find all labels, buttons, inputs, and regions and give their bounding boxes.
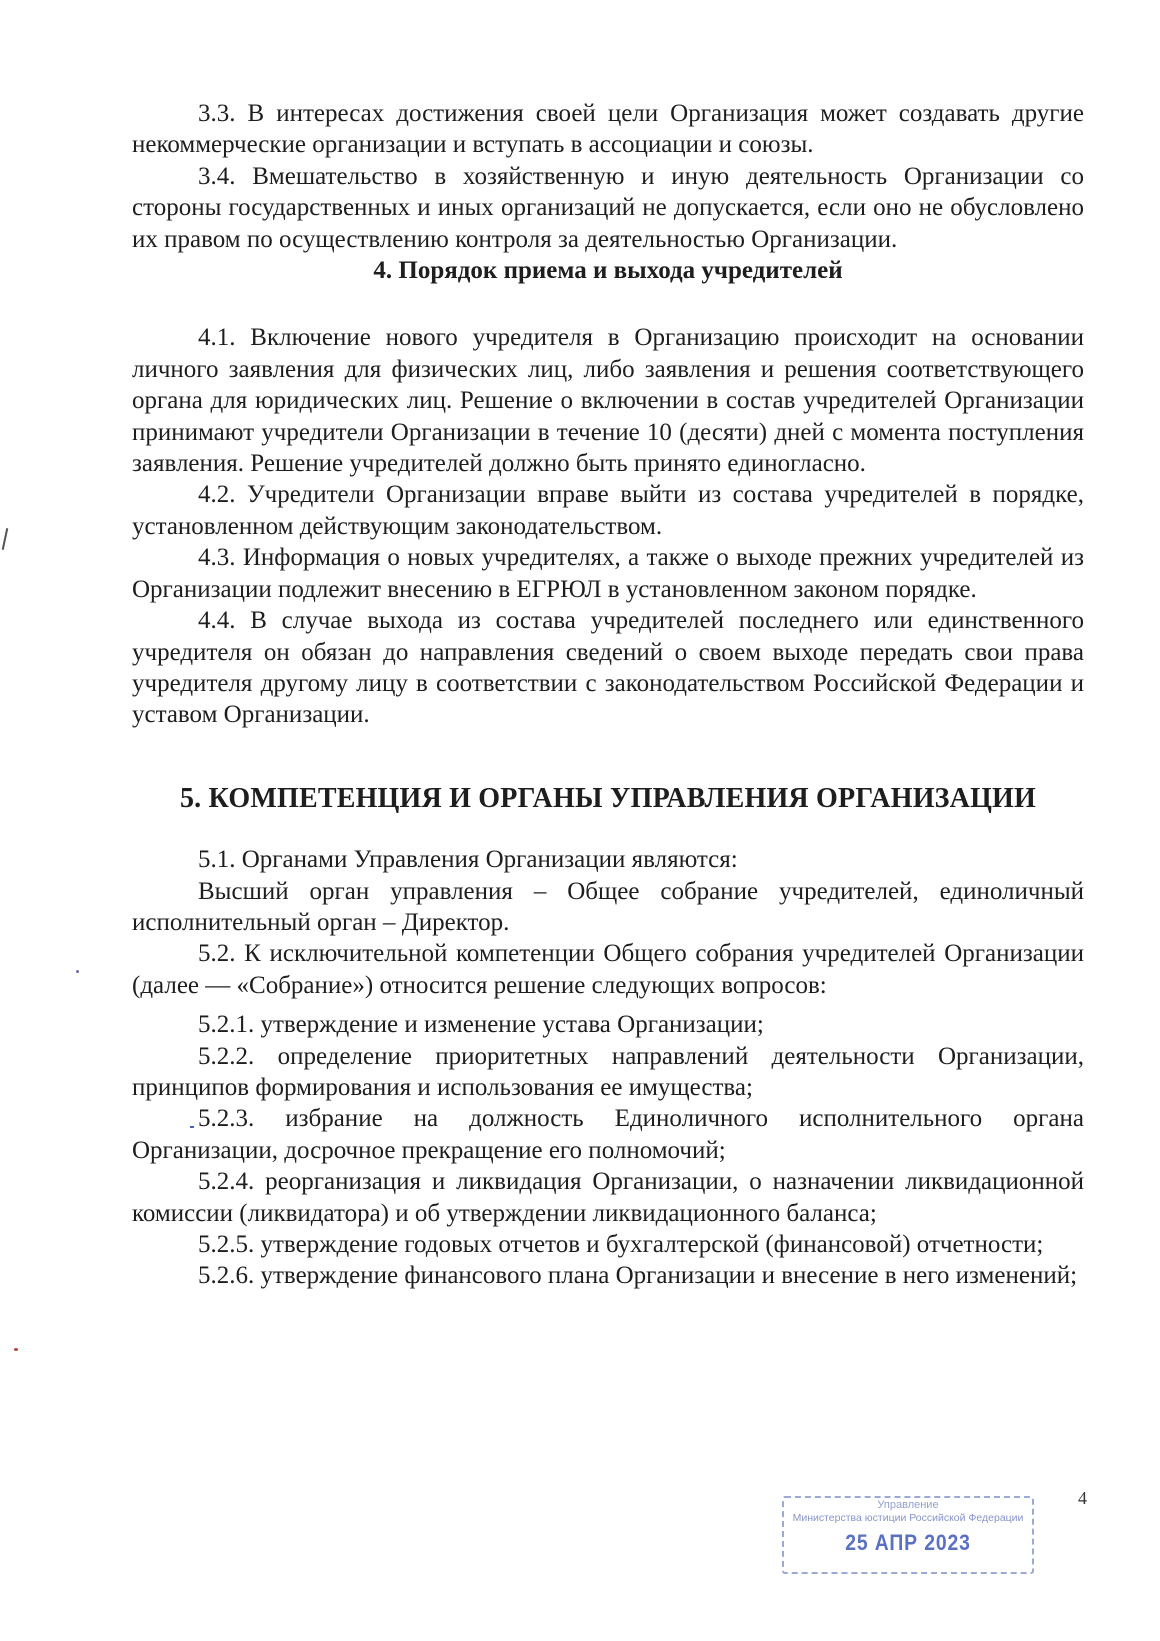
stamp-authority: Управление: [877, 1499, 939, 1511]
clause-4-1: 4.1. Включение нового учредителя в Организацию происходит на основании личного заявления для физических лиц, либо заявления и решения соответствующего органа для юридических лиц. Решение о включении в состав учредителей Организации принимают учредители Организации в течение 10 (десяти) дней с момента поступления заявления. Решение учредителей должно быть принято единогласно.: [132, 324, 1084, 478]
registration-stamp: [782, 1496, 1034, 1574]
stamp-ministry: Министерства юстиции Российской Федерации: [792, 1512, 1024, 1524]
section-4-heading: 4. Порядок приема и выхода учредителей: [373, 257, 843, 285]
clause-3-4: 3.4. Вмешательство в хозяйственную и иную деятельность Организации со стороны государственных и иных организаций не допускается, если оно не обусловлено их правом по осуществлению контроля за деятельностью Организации.: [132, 162, 1084, 253]
clause-5-2-5: 5.2.5. утверждение годовых отчетов и бухгалтерской (финансовой) отчетности;: [198, 1231, 1044, 1258]
stamp-date: 25 АПР 2023: [845, 1530, 971, 1555]
clause-5-1-governing-bodies: Высший орган управления – Общее собрание учредителей, единоличный исполнительный орган – Директор.: [132, 877, 1084, 936]
scan-speck: [76, 970, 79, 973]
page-number: 4: [1078, 1488, 1087, 1508]
section-5-heading: 5. КОМПЕТЕНЦИЯ И ОРГАНЫ УПРАВЛЕНИЯ ОРГАНИЗАЦИИ: [179, 782, 1037, 814]
clause-5-2-1: 5.2.1. утверждение и изменение устава Организации;: [198, 1011, 764, 1039]
clause-4-2: 4.2. Учредители Организации вправе выйти из состава учредителей в порядке, установленном действующим законодательством.: [132, 481, 1084, 540]
scan-speck: [14, 1348, 18, 1351]
document-body: [132, 98, 1084, 1292]
clause-5-2-2: 5.2.2. определение приоритетных направлений деятельности Организации, принципов формирования и использования ее имущества;: [132, 1042, 1084, 1101]
clause-5-2-3: 5.2.3. избрание на должность Единоличного исполнительного органа Организации, досрочное прекращение его полномочий;: [132, 1105, 1084, 1164]
clause-4-4: 4.4. В случае выхода из состава учредителей последнего или единственного учредителя он обязан до направления сведений о своем выходе передать свои права учредителя другому лицу в соответствии с законодательством Российской Федерации и уставом Организации.: [132, 607, 1084, 729]
clause-5-2-6: 5.2.6. утверждение финансового плана Организации и внесение в него изменений;: [198, 1262, 1078, 1290]
clause-5-2: 5.2. К исключительной компетенции Общего собрания учредителей Организации (далее — «Собрание») относится решение следующих вопросов:: [132, 940, 1084, 999]
scan-speck: [190, 1126, 194, 1128]
clause-4-3: 4.3. Информация о новых учредителях, а также о выходе прежних учредителей из Организации подлежит внесению в ЕГРЮЛ в установленном законом порядке.: [132, 544, 1084, 603]
clause-5-1: 5.1. Органами Управления Организации являются:: [198, 846, 738, 874]
scan-edge-mark: [2, 528, 9, 550]
clause-3-3: 3.3. В интересах достижения своей цели Организация может создавать другие некоммерческие организации и вступать в ассоциации и союзы.: [132, 100, 1084, 159]
clause-5-2-4: 5.2.4. реорганизация и ликвидация Организации, о назначении ликвидационной комиссии (ликвидатора) и об утверждении ликвидационного баланса;: [132, 1168, 1084, 1227]
